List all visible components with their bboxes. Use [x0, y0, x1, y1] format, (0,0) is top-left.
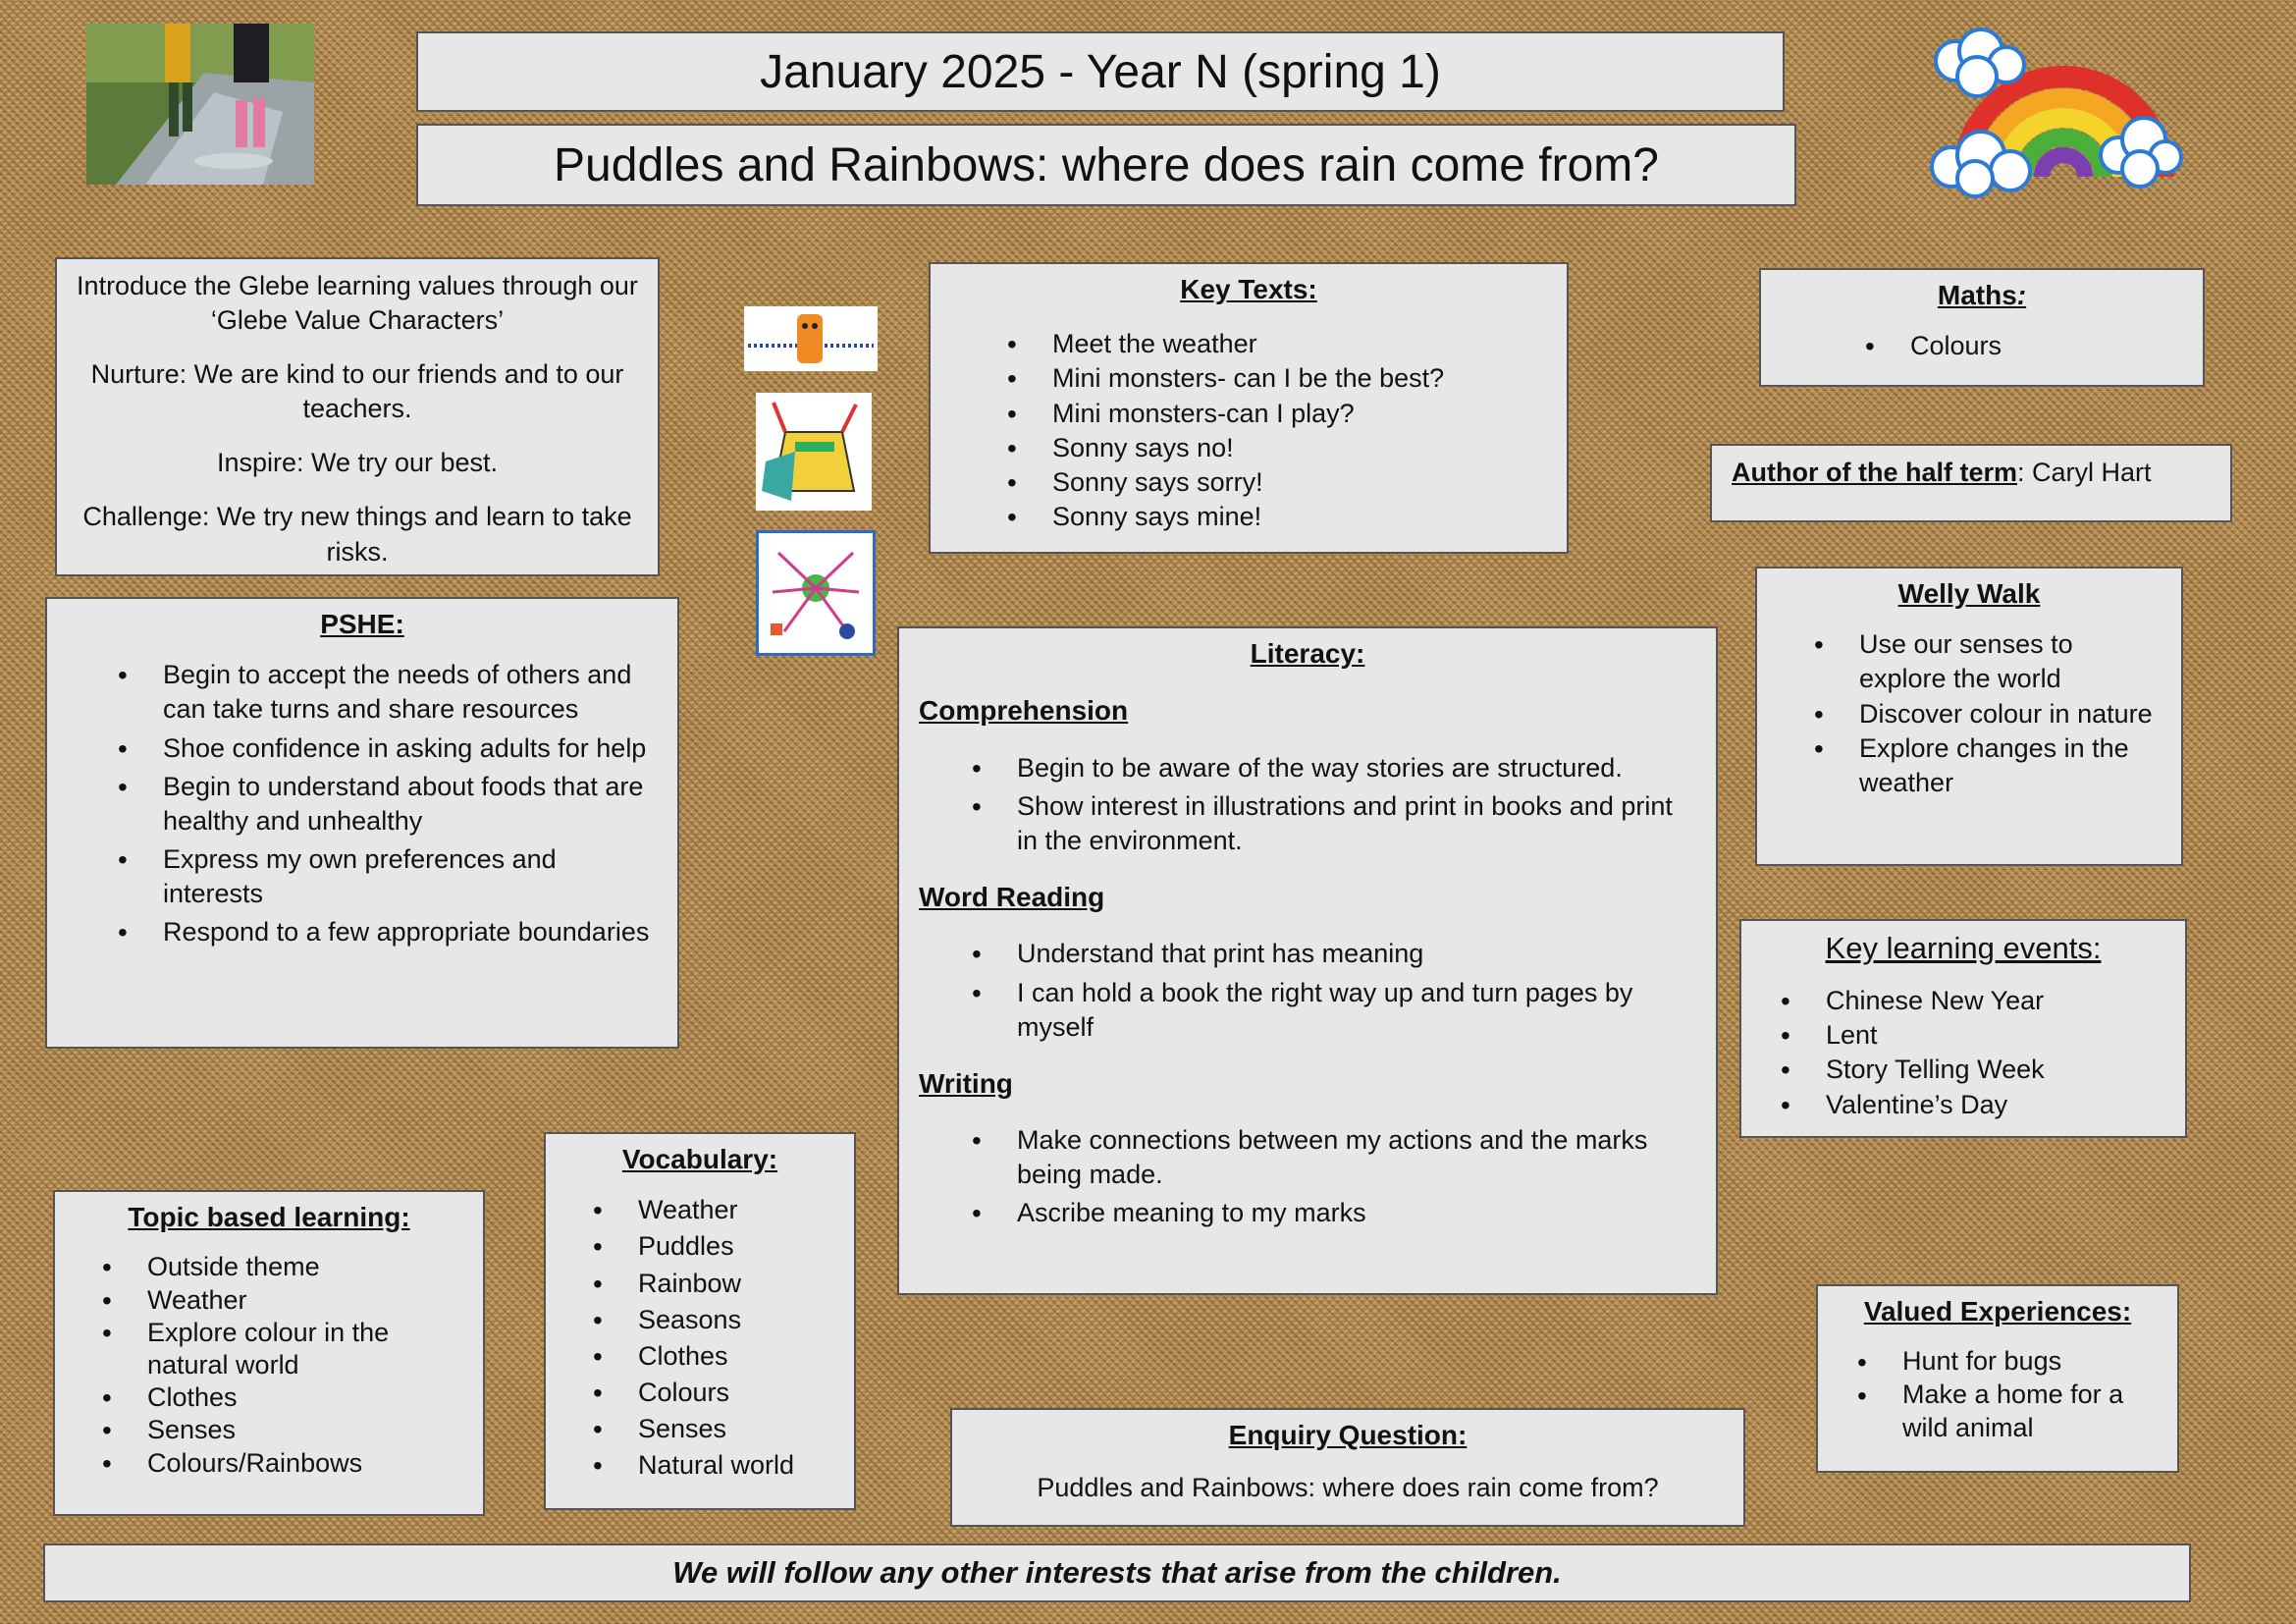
value-character-nurture — [744, 306, 878, 371]
list-item: • Meet the weather — [993, 327, 1547, 361]
maths-list — [1851, 329, 2183, 363]
list-item: • Weather — [579, 1193, 834, 1227]
writing-list — [958, 1123, 1696, 1230]
list-item: • Clothes — [579, 1339, 834, 1374]
welly-walk-title: Welly Walk — [1897, 578, 2041, 609]
list-item: • Rainbow — [579, 1267, 834, 1301]
welly-walk-box — [1755, 567, 2183, 866]
list-item: • Hunt for bugs — [1843, 1345, 2158, 1379]
word-reading-heading: Word Reading — [919, 882, 1105, 913]
list-item: • Puddles — [579, 1229, 834, 1264]
list-item: • Lent — [1767, 1018, 2165, 1053]
list-item: • Show interest in illustrations and print in books and print in the environment. — [958, 789, 1696, 858]
list-item: • Begin to accept the needs of others and can take turns and share resources — [104, 658, 658, 727]
list-item: • Senses — [579, 1412, 834, 1446]
word-reading-list — [958, 937, 1696, 1044]
page-title-banner — [416, 31, 1785, 112]
welly-walk-list — [1800, 627, 2162, 799]
key-texts-title: Key Texts: — [1180, 274, 1317, 304]
values-intro: Introduce the Glebe learning values through our ‘Glebe Value Characters’ — [77, 271, 638, 336]
maths-box — [1759, 268, 2205, 387]
key-texts-list — [993, 327, 1547, 534]
list-item: • Respond to a few appropriate boundaries — [104, 915, 658, 949]
author-colon: : — [2017, 458, 2025, 487]
list-item: • Use our senses to explore the world — [1800, 627, 2162, 696]
valued-list — [1843, 1345, 2158, 1444]
key-events-title: Key learning events: — [1825, 931, 2102, 965]
rainbow-icon — [1924, 20, 2183, 201]
list-item: • Valentine’s Day — [1767, 1088, 2165, 1122]
comprehension-heading: Comprehension — [919, 695, 1129, 727]
list-item: • Discover colour in nature — [1800, 697, 2162, 731]
pshe-title: PSHE: — [320, 609, 404, 639]
value-inspire: Inspire: We try our best. — [216, 448, 499, 478]
list-item: • Colours/Rainbows — [88, 1447, 463, 1480]
list-item: • Make connections between my actions and the marks being made. — [958, 1123, 1696, 1192]
pshe-box — [45, 597, 679, 1049]
list-item: • Sonny says sorry! — [993, 465, 1547, 500]
list-item: • Sonny says no! — [993, 431, 1547, 465]
topic-title: Topic based learning: — [128, 1202, 410, 1232]
vocabulary-list — [579, 1193, 834, 1483]
value-character-challenge — [756, 530, 876, 656]
literacy-box — [897, 626, 1718, 1295]
enquiry-title: Enquiry Question: — [1228, 1420, 1468, 1450]
footer-banner — [43, 1543, 2191, 1602]
list-item: • Weather — [88, 1284, 463, 1317]
list-item: • Express my own preferences and interests — [104, 842, 658, 911]
key-events-list — [1767, 984, 2165, 1121]
enquiry-text: Puddles and Rainbows: where does rain come from? — [1037, 1473, 1659, 1503]
value-challenge: Challenge: We try new things and learn to take risks. — [82, 502, 632, 567]
maths-title-text: Maths — [1937, 280, 2017, 310]
author-name: Caryl Hart — [2024, 458, 2152, 487]
enquiry-question-box — [950, 1408, 1745, 1527]
topic-list — [88, 1251, 463, 1479]
comprehension-list — [958, 751, 1696, 858]
list-item: • I can hold a book the right way up and turn pages by myself — [958, 976, 1696, 1045]
puddle-photo — [86, 24, 314, 185]
list-item: • Mini monsters- can I be the best? — [993, 361, 1547, 396]
value-nurture: Nurture: We are kind to our friends and to our teachers. — [90, 359, 624, 424]
author-box — [1710, 444, 2232, 522]
list-item: • Explore colour in the natural world — [88, 1317, 463, 1381]
vocabulary-title: Vocabulary: — [621, 1144, 778, 1174]
maths-title — [1781, 278, 2183, 313]
list-item: • Understand that print has meaning — [958, 937, 1696, 971]
topic-learning-box — [53, 1190, 485, 1516]
list-item: • Shoe confidence in asking adults for help — [104, 731, 658, 766]
list-item: • Chinese New Year — [1767, 984, 2165, 1018]
list-item: • Colours — [1851, 329, 2183, 363]
maths-title-colon: : — [2016, 280, 2027, 310]
key-learning-events-box — [1739, 919, 2187, 1138]
valued-experiences-box — [1816, 1284, 2179, 1473]
key-texts-box — [929, 262, 1569, 554]
list-item: • Senses — [88, 1414, 463, 1446]
pshe-list — [104, 658, 658, 949]
list-item: • Mini monsters-can I play? — [993, 397, 1547, 431]
list-item: • Natural world — [579, 1448, 834, 1483]
page-subtitle-banner — [416, 124, 1796, 206]
list-item: • Seasons — [579, 1303, 834, 1337]
list-item: • Make a home for a wild animal — [1843, 1379, 2158, 1445]
list-item: • Colours — [579, 1376, 834, 1410]
list-item: • Explore changes in the weather — [1800, 731, 2162, 800]
list-item: • Story Telling Week — [1767, 1053, 2165, 1087]
footer-text: We will follow any other interests that arise from the children. — [672, 1555, 1562, 1590]
list-item: • Begin to understand about foods that are healthy and unhealthy — [104, 770, 658, 839]
page-subtitle: Puddles and Rainbows: where does rain come from? — [554, 139, 1659, 191]
list-item: • Clothes — [88, 1381, 463, 1414]
list-item: • Sonny says mine! — [993, 500, 1547, 534]
page-title: January 2025 - Year N (spring 1) — [760, 46, 1441, 98]
glebe-values-box — [55, 257, 660, 576]
vocabulary-box — [544, 1132, 856, 1510]
valued-title: Valued Experiences: — [1863, 1296, 2132, 1326]
list-item: • Outside theme — [88, 1251, 463, 1283]
list-item: • Begin to be aware of the way stories are structured. — [958, 751, 1696, 785]
literacy-title: Literacy: — [1250, 638, 1365, 669]
author-label: Author of the half term — [1732, 458, 2017, 487]
list-item: • Ascribe meaning to my marks — [958, 1196, 1696, 1230]
value-character-inspire — [756, 393, 872, 511]
writing-heading: Writing — [919, 1067, 1013, 1099]
